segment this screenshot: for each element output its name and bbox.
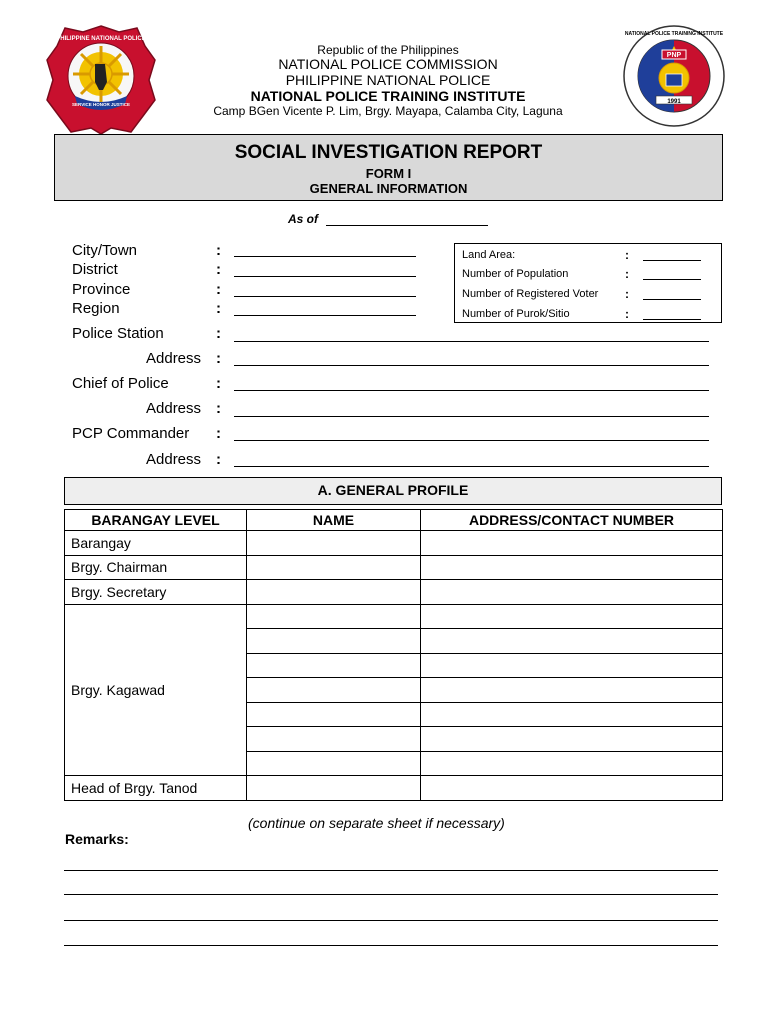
pcp-address-field[interactable] (234, 466, 709, 467)
colon: : (216, 425, 221, 442)
name-cell[interactable] (247, 629, 421, 654)
name-cell[interactable] (247, 604, 421, 629)
address-cell[interactable] (421, 653, 723, 678)
header-address: Camp BGen Vicente P. Lim, Brgy. Mayapa, Calamba City, Laguna (213, 104, 563, 118)
name-cell[interactable] (247, 555, 421, 580)
address-cell[interactable] (421, 751, 723, 776)
form-title: SOCIAL INVESTIGATION REPORT (234, 142, 543, 163)
colon: : (216, 242, 221, 259)
general-profile-heading: A. GENERAL PROFILE (64, 477, 722, 505)
colon: : (216, 451, 221, 468)
title-box (54, 134, 723, 201)
chief-of-police-field[interactable] (234, 390, 709, 391)
table-row (65, 776, 723, 801)
remarks-line[interactable] (64, 894, 718, 895)
remarks-line[interactable] (64, 920, 718, 921)
name-cell[interactable] (247, 580, 421, 605)
region-field[interactable] (234, 315, 416, 316)
address-cell[interactable] (421, 678, 723, 703)
address-cell[interactable] (421, 629, 723, 654)
colon: : (216, 281, 221, 298)
colon: : (216, 375, 221, 392)
chief-address-label: Address (146, 400, 202, 417)
row-label-barangay: Barangay (65, 531, 247, 556)
column-header-address-contact: ADDRESS/CONTACT NUMBER (421, 510, 723, 531)
chief-address-field[interactable] (234, 416, 709, 417)
name-cell[interactable] (247, 678, 421, 703)
registered-voter-field[interactable] (643, 299, 701, 300)
remarks-line[interactable] (64, 945, 718, 946)
pcp-commander-label: PCP Commander (72, 425, 190, 442)
table-row (65, 604, 723, 629)
district-field[interactable] (234, 276, 416, 277)
land-area-label: Land Area: (462, 249, 516, 261)
address-cell[interactable] (421, 702, 723, 727)
chief-of-police-label: Chief of Police (72, 375, 169, 392)
district-label: District (72, 261, 118, 278)
name-cell[interactable] (247, 727, 421, 752)
npti-seal-logo (622, 24, 726, 128)
province-label: Province (72, 281, 131, 298)
column-header-name: NAME (247, 510, 421, 531)
colon: : (216, 300, 221, 317)
address-cell[interactable] (421, 580, 723, 605)
general-profile-table (64, 509, 723, 801)
form-number: FORM I (365, 166, 412, 181)
colon: : (216, 325, 221, 342)
remarks-line[interactable] (64, 870, 718, 871)
row-label-chairman: Brgy. Chairman (65, 555, 247, 580)
population-label: Number of Population (462, 268, 569, 280)
population-field[interactable] (643, 279, 701, 280)
colon: : (625, 248, 629, 262)
name-cell[interactable] (247, 751, 421, 776)
address-cell[interactable] (421, 555, 723, 580)
pcp-commander-field[interactable] (234, 440, 709, 441)
colon: : (625, 267, 629, 281)
header-pnp: PHILIPPINE NATIONAL POLICE (285, 72, 491, 88)
header-napolcom: NATIONAL POLICE COMMISSION (278, 56, 498, 72)
colon: : (216, 261, 221, 278)
police-station-address-label: Address (146, 350, 202, 367)
province-field[interactable] (234, 296, 416, 297)
address-cell[interactable] (421, 531, 723, 556)
stats-box (454, 243, 722, 323)
pnp-seal-banner-text: SERVICE HONOR JUSTICE (72, 102, 130, 107)
city-town-field[interactable] (234, 256, 416, 257)
name-cell[interactable] (247, 531, 421, 556)
colon: : (216, 400, 221, 417)
as-of-date-field[interactable] (326, 225, 488, 226)
row-label-kagawad: Brgy. Kagawad (65, 604, 247, 776)
as-of-label: As of (288, 212, 318, 226)
address-cell[interactable] (421, 776, 723, 801)
address-cell[interactable] (421, 604, 723, 629)
pcp-address-label: Address (146, 451, 202, 468)
remarks-label: Remarks: (65, 831, 129, 847)
police-station-label: Police Station (72, 325, 164, 342)
npti-year-text: 1991 (667, 99, 681, 105)
address-cell[interactable] (421, 727, 723, 752)
npti-ring-text: NATIONAL POLICE TRAINING INSTITUTE (624, 31, 724, 37)
table-row (65, 555, 723, 580)
row-label-secretary: Brgy. Secretary (65, 580, 247, 605)
purok-sitio-field[interactable] (643, 319, 701, 320)
form-subtitle: GENERAL INFORMATION (309, 181, 468, 196)
column-header-barangay-level: BARANGAY LEVEL (65, 510, 247, 531)
region-label: Region (72, 300, 120, 317)
name-cell[interactable] (247, 702, 421, 727)
table-header-row (65, 510, 723, 531)
police-station-field[interactable] (234, 341, 709, 342)
purok-sitio-label: Number of Purok/Sitio (462, 308, 570, 320)
city-town-label: City/Town (72, 242, 138, 259)
npti-pnp-badge-text: PNP (666, 52, 682, 59)
header-npti: NATIONAL POLICE TRAINING INSTITUTE (250, 88, 526, 104)
name-cell[interactable] (247, 653, 421, 678)
header-republic: Republic of the Philippines (317, 43, 459, 57)
pnp-seal-ring-text: PHILIPPINE NATIONAL POLICE (56, 36, 146, 42)
colon: : (216, 350, 221, 367)
name-cell[interactable] (247, 776, 421, 801)
police-station-address-field[interactable] (234, 365, 709, 366)
colon: : (625, 287, 629, 301)
registered-voter-label: Number of Registered Voter (462, 288, 599, 300)
pnp-seal-logo (45, 24, 157, 136)
table-row (65, 580, 723, 605)
row-label-tanod: Head of Brgy. Tanod (65, 776, 247, 801)
colon: : (625, 307, 629, 321)
continue-note: (continue on separate sheet if necessary) (248, 815, 505, 831)
table-row (65, 531, 723, 556)
land-area-field[interactable] (643, 260, 701, 261)
